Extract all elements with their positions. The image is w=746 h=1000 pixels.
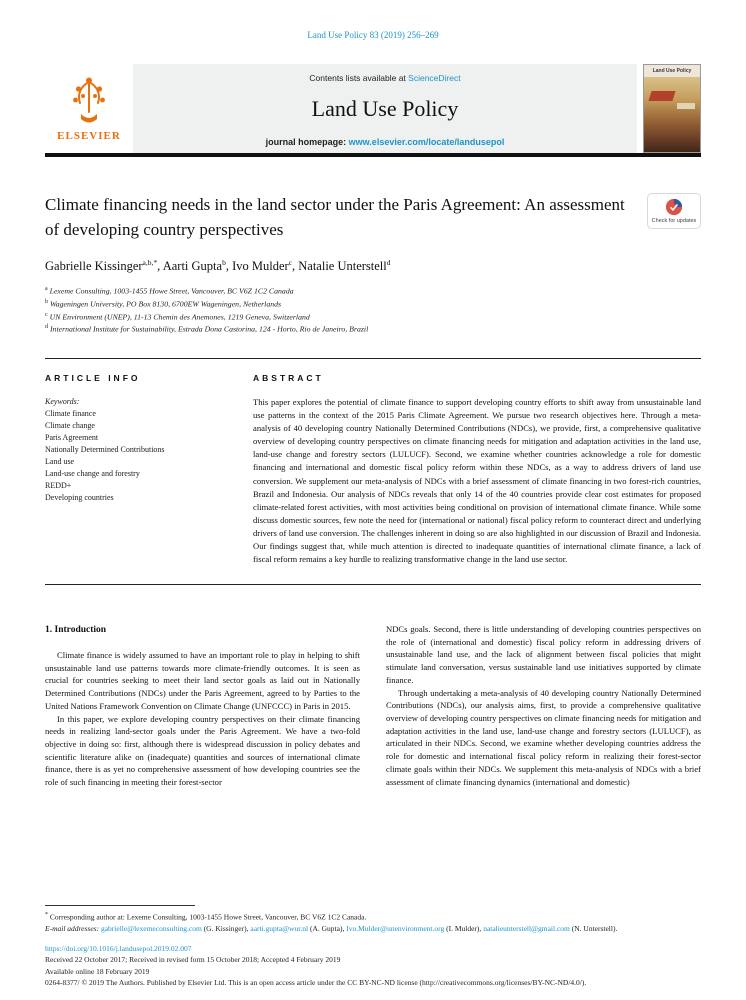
- body-column-left: [45, 623, 360, 789]
- keyword: Developing countries: [45, 493, 114, 503]
- cover-art-image: [644, 77, 700, 152]
- journal-header: [45, 64, 701, 153]
- journal-banner: [133, 64, 637, 153]
- publication-info: [45, 943, 701, 988]
- author-list: [45, 258, 701, 274]
- author: Gabrielle Kissinger$^{a,b,*}$,: [45, 258, 163, 274]
- keyword: Land-use change and forestry: [45, 469, 140, 479]
- homepage-prefix: journal homepage:: [265, 137, 349, 147]
- keyword: Land use: [45, 457, 75, 467]
- contents-prefix: Contents lists available at: [309, 73, 409, 83]
- cover-title: Land Use Policy: [644, 65, 700, 77]
- affiliation: $^b$ Wageningen University, PO Box 8130, 6700EW Wageningen, Netherlands: [45, 299, 282, 309]
- author-affil-marker: d: [386, 258, 391, 268]
- article-title: Climate financing needs in the land sector under the Paris Agreement: An assessment of developing country perspectives: [45, 195, 625, 239]
- copyright-line: 0264-8377/ © 2019 The Authors. Published by Elsevier Ltd. This is an open access article under the CC BY-NC-ND license (http://creativecommons.org/licenses/BY-NC-ND/4.0/).: [45, 977, 587, 987]
- abstract-text: This paper explores the potential of climate finance to support developing country efforts to shift away from unsustainable land use patterns in the context of the 2015 Paris Climate Agreement. We pursue two research objectives here. Through a meta-analysis of 40 developing country Nationally Determined Contributions (NDCs), we provide, first, a comprehensive qualitative overview of developing country perspectives on climate financing needs for mitigation and adaptation activities in the land use, land-use change and forestry sectors (LULUCF). Second, we examine whether countries acknowledge a role for domestic financing and international and domestic fiscal policy reform within these NDCs, as a way to address drivers of land use conversion. We supplement our meta-analysis of NDCs with a brief assessment of climate financing in two forest-rich countries, Brazil and Indonesia. Our analysis of NDCs reveals that only 14 of the 40 countries provide clear cost estimates for proposed climate-related forest activities, with most activities being conditional on provision of international climate finance. While some discuss domestic sources, few note the need for (international or national) fiscal policy reform to counteract direct and underlying drivers of land use conversion. The challenges inherent in doing so are also highlighted in our discussion of Brazil and Indonesia. Our findings suggest that, while much attention is directed to inadequate quantities of international climate finance, a lack of fiscal reform remains a key hurdle to realizing transformative change in the land use sector.: [253, 397, 701, 564]
- article-body: [45, 623, 701, 789]
- author-affil-marker: a,b,*: [142, 258, 158, 268]
- author: Ivo Mulder$^c$,: [232, 258, 299, 274]
- sciencedirect-link[interactable]: ScienceDirect: [408, 73, 461, 83]
- contents-line: [309, 73, 460, 83]
- affiliation: $^c$ UN Environment (UNEP), 11-13 Chemin des Anemones, 1219 Geneva, Switzerland: [45, 311, 310, 322]
- affiliation-list: [45, 285, 701, 336]
- keyword: Climate change: [45, 421, 95, 431]
- corresponding-author-note: * Corresponding author at: Lexeme Consulting, 1003-1455 Howe Street, Vancouver, BC V6Z 1C2 Canada.: [45, 912, 367, 922]
- keyword: Nationally Determined Contributions: [45, 445, 165, 455]
- author-affil-marker: b: [222, 258, 226, 268]
- email-link[interactable]: gabrielle@lexemeconsulting.com: [100, 923, 202, 933]
- author: Natalie Unterstell$^d$: [298, 258, 391, 274]
- affiliation: $^d$ International Institute for Sustainability, Estrada Dona Castorina, 124 - Horto, Rio de Janeiro, Brazil: [45, 324, 369, 335]
- meta-section: [45, 359, 701, 584]
- keyword: REDD+: [45, 481, 72, 491]
- title-section: [45, 193, 701, 242]
- footnote-divider: [45, 905, 195, 906]
- check-updates-label: Check for updates: [651, 218, 697, 224]
- doi-link[interactable]: https://doi.org/10.1016/j.landusepol.2019.02.007: [45, 944, 192, 953]
- journal-cover[interactable]: [643, 64, 701, 153]
- available-online: Available online 18 February 2019: [45, 966, 150, 976]
- body-paragraph: In this paper, we explore developing country perspectives on their climate financing needs in realizing land-sector goals under the Paris Agreement. We have a two-fold objective in doing so: first, although there is widespread discussion in policy debates and scientific literature alike on (inadequate) quantities and sources of international climate finance, there is as yet no comprehensive assessment of how developing countries see the role of such financing in meeting their forest-sector: [45, 713, 360, 788]
- elsevier-tree-icon: [64, 74, 114, 128]
- abstract-heading: ABSTRACT: [253, 373, 324, 384]
- email-link[interactable]: natalieunterstell@gmail.com: [483, 923, 570, 933]
- elsevier-wordmark: ELSEVIER: [57, 130, 121, 142]
- email-link[interactable]: aarti.gupta@wur.nl: [250, 923, 309, 933]
- author-affil-marker: c: [288, 258, 292, 268]
- check-updates-badge[interactable]: [647, 193, 701, 229]
- keywords-label: Keywords:: [45, 397, 80, 407]
- email-label: E-mail addresses:: [45, 923, 101, 933]
- journal-citation: Land Use Policy 83 (2019) 256–269: [307, 30, 439, 40]
- section-divider: [45, 584, 701, 585]
- journal-title: Land Use Policy: [311, 96, 459, 121]
- email-link[interactable]: Ivo.Mulder@unenvironment.org: [346, 923, 445, 933]
- elsevier-logo: [45, 64, 133, 153]
- article-info-heading: ARTICLE INFO: [45, 373, 141, 384]
- affiliation: $^a$ Lexeme Consulting, 1003-1455 Howe Street, Vancouver, BC V6Z 1C2 Canada: [45, 286, 294, 297]
- body-paragraph: Through undertaking a meta-analysis of 40 developing country Nationally Determined Contributions (NDCs), our analysis aims, first, to provide a comprehensive qualitative overview of developing country perspectives on climate financing needs for mitigation and adaptation activities in the land use, land-use change and forestry sectors (LULUCF), as articulated in their NDCs. Second, we examine whether developing countries address the role for domestic and international fiscal policy reform in realizing their forest-sector climate goals within their NDCs. We supplement this meta-analysis of NDCs with a brief assessment of climate financing dynamics (international and domestic): [386, 687, 701, 787]
- body-column-right: [386, 623, 701, 789]
- crossmark-icon: [665, 198, 683, 216]
- journal-homepage-link[interactable]: www.elsevier.com/locate/landusepol: [348, 137, 505, 147]
- body-paragraph: Climate finance is widely assumed to have an important role to play in helping to shift unsustainable land use patterns towards more climate-friendly outcomes. It is seen as crucial for countries seeking to meet their land sector goals as laid out in Nationally Determined Contributions (NDCs) under the Paris Agreement, agreed to by Parties to the United Nations Framework Convention on Climate Change (UNFCCC) in Paris in 2015.: [45, 649, 360, 711]
- homepage-line: [266, 137, 505, 147]
- keyword: Climate finance: [45, 409, 96, 419]
- footnote-area: [45, 905, 701, 988]
- received-dates: Received 22 October 2017; Received in revised form 15 October 2018; Accepted 4 February 2019: [45, 955, 341, 965]
- header-divider: [45, 153, 701, 157]
- email-addresses: E-mail addresses: gabrielle@lexemeconsulting.com (G. Kissinger), aarti.gupta@wur.nl (A. Gupta), Ivo.Mulder@unenvironment.org (I. Mulder), natalieunterstell@gmail.com (N. Unterstell).: [45, 923, 618, 933]
- section-heading: 1. Introduction: [45, 624, 107, 635]
- author: Aarti Gupta$^b$,: [162, 258, 233, 274]
- article-info-column: [45, 373, 225, 566]
- abstract-column: [253, 373, 701, 566]
- keyword: Paris Agreement: [45, 433, 99, 443]
- body-paragraph: NDCs goals. Second, there is little understanding of developing countries perspectives on the role of (international and domestic) fiscal policy reform in addressing drivers of unsustainable land use, and the lack of alignment between fiscal policies that might stimulate land conversation, versus sustainable land use initiatives supported by climate finance.: [386, 623, 701, 685]
